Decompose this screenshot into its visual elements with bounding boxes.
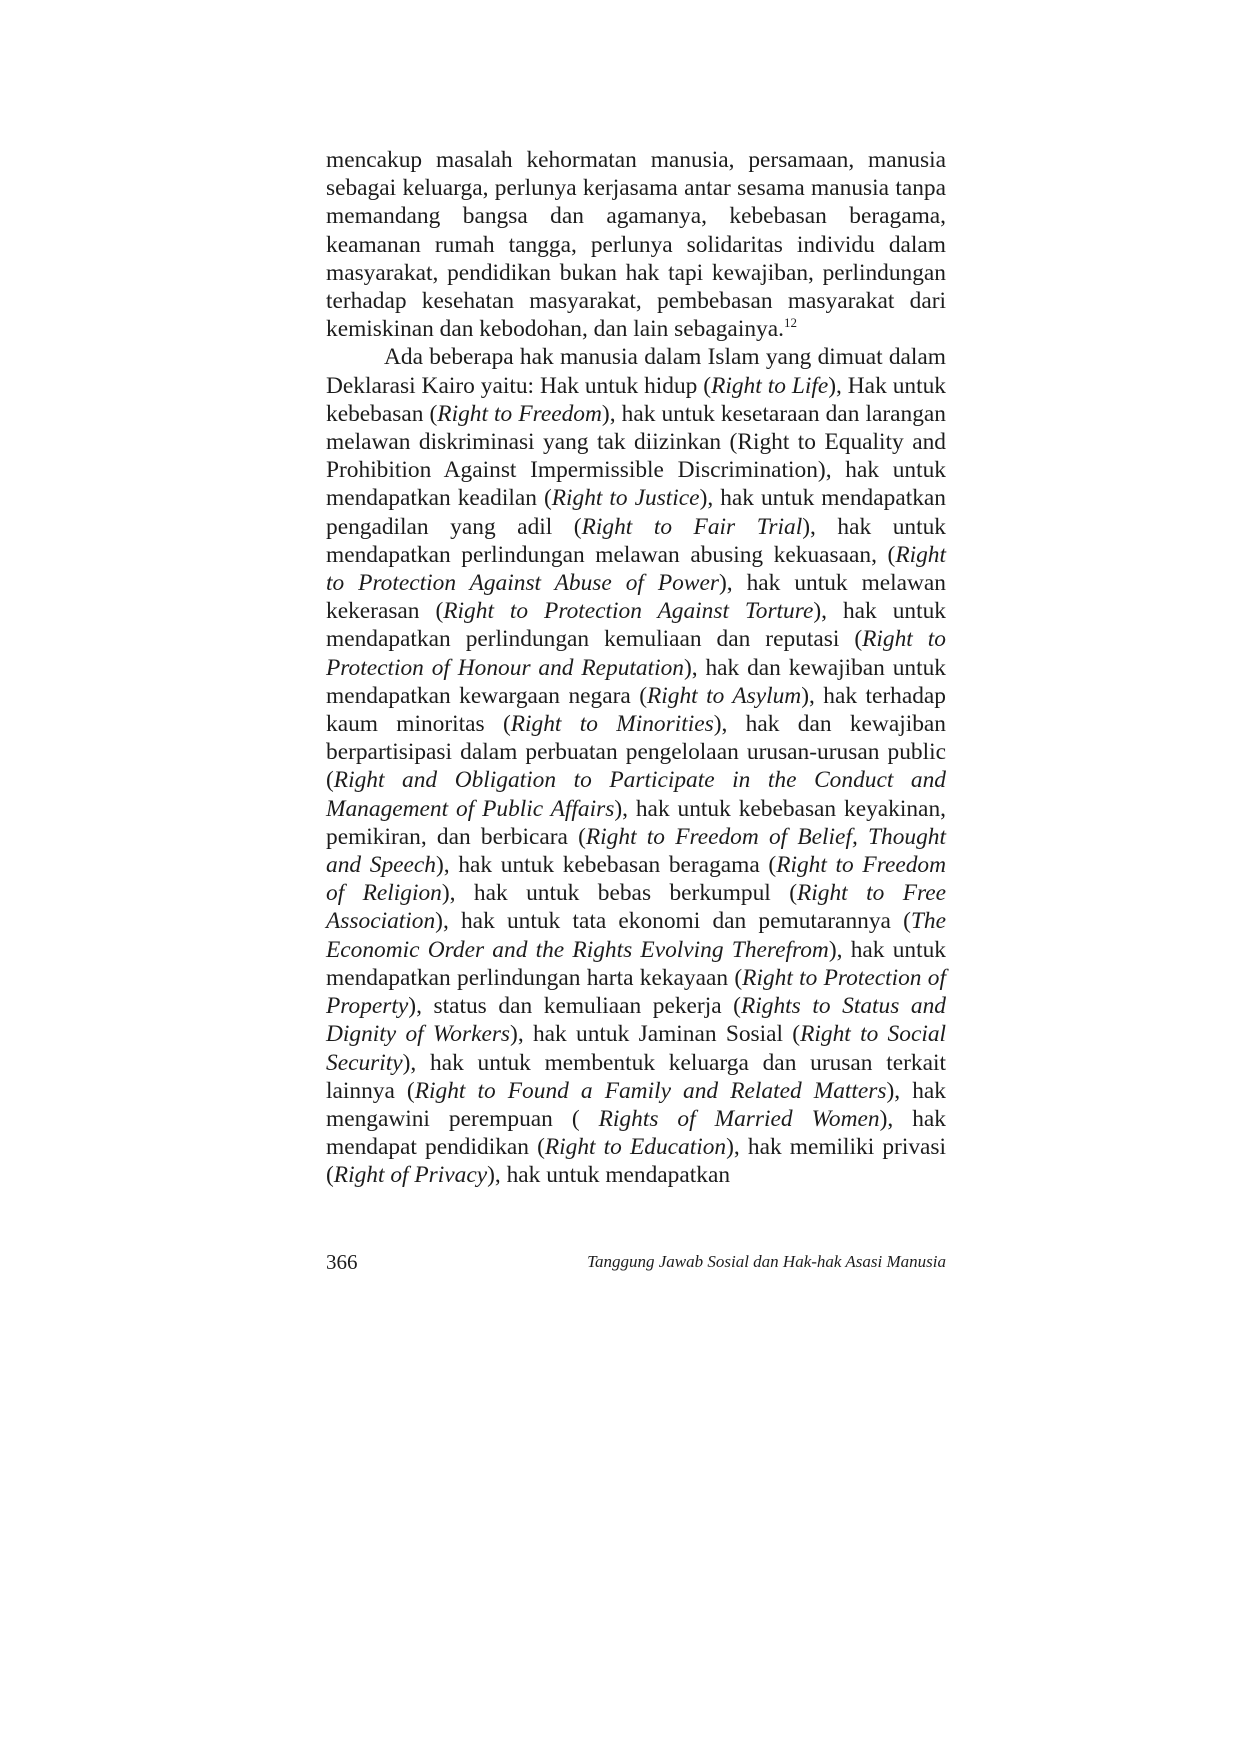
- body-text: ), hak untuk tata ekonomi dan pemutarannya (: [435, 908, 911, 935]
- body-text: ), hak terhadap kaum minoritas (: [326, 682, 946, 738]
- rights-term: Right to Protection Against Torture: [443, 598, 814, 625]
- body-text: ), status dan kemuliaan pekerja (: [408, 993, 741, 1020]
- rights-term: Right to Freedom of Religion: [326, 852, 947, 907]
- rights-term: Right to Education: [544, 1134, 727, 1161]
- paragraph-1: [326, 146, 946, 343]
- body-text: ), hak untuk mendapatkan perlindungan harta kekayaan (: [326, 936, 946, 991]
- rights-term: Right to Social Security: [326, 1021, 947, 1076]
- page-body: [326, 146, 946, 1190]
- body-text: ), hak untuk mendapatkan perlindungan kemuliaan dan reputasi (: [326, 598, 946, 653]
- rights-term: Right to Justice: [551, 485, 700, 512]
- body-text: ), Hak untuk kebebasan (: [326, 372, 946, 427]
- body-text: ), hak mendapat pendidikan (: [326, 1105, 946, 1161]
- body-text: ), hak memiliki privasi (: [326, 1134, 946, 1189]
- rights-term: Right to Fair Trial: [581, 513, 803, 540]
- rights-term: Right to Free Association: [326, 880, 946, 935]
- rights-term: Right of Privacy: [333, 1162, 488, 1189]
- rights-term: Right to Freedom of Belief, Thought and Speech: [326, 823, 946, 879]
- rights-term: Right and Obligation to Participate in the Conduct and Management of Public Affairs: [326, 767, 946, 822]
- body-text: ), hak untuk membentuk keluarga dan urusan terkait lainnya (: [326, 1049, 946, 1104]
- body-text: ), hak untuk kesetaraan dan larangan melawan diskriminasi yang tak diizinkan (Right to Equality and Prohibition Against Impermissible Discrimination), hak untuk mendapatkan keadilan (: [326, 400, 946, 512]
- paragraph-1-text: mencakup masalah kehormatan manusia, persamaan, manusia sebagai keluarga, perlunya kerjasama antar sesama manusia tanpa memandang bangsa dan agamanya, kebebasan beragama, keamanan rumah tangga, perlunya solidaritas individu dalam masyarakat, pendidikan bukan hak tapi kewajiban, perlindungan terhadap kesehatan masyarakat, pembebasan masyarakat dari kemiskinan dan kebodohan, dan lain sebagainya.: [326, 147, 946, 343]
- body-text: Ada beberapa hak manusia dalam Islam yang dimuat dalam Deklarasi Kairo yaitu: Hak untuk hidup (: [326, 344, 946, 399]
- body-text: ), hak untuk Jaminan Sosial (: [510, 1021, 801, 1048]
- rights-term: The Economic Order and the Rights Evolving Therefrom: [326, 908, 946, 963]
- running-title: Tanggung Jawab Sosial dan Hak-hak Asasi Manusia: [587, 1252, 946, 1271]
- body-text: ), hak untuk mendapatkan pengadilan yang adil (: [326, 485, 946, 540]
- rights-term: Right to Protection Against Abuse of Power: [326, 541, 946, 597]
- rights-term: Rights of Married Women: [598, 1105, 880, 1132]
- rights-term: Right to Found a Family and Related Matters: [414, 1077, 887, 1104]
- footnote-reference[interactable]: 12: [783, 315, 797, 331]
- body-text: ), hak untuk melawan kekerasan (: [326, 570, 946, 625]
- rights-term: Right to Minorities: [510, 711, 714, 738]
- rights-term: Right to Protection of Honour and Reputation: [326, 626, 946, 681]
- body-text: ), hak dan kewajiban untuk mendapatkan kewargaan negara (: [326, 654, 946, 709]
- body-text: ), hak untuk bebas berkumpul (: [441, 880, 797, 907]
- page-number: 366: [326, 1250, 358, 1274]
- rights-term: Right to Freedom: [437, 400, 602, 427]
- body-text: ), hak mengawini perempuan (: [326, 1077, 946, 1132]
- body-text: ), hak untuk kebebasan beragama (: [436, 852, 777, 879]
- rights-term: Right to Life: [711, 372, 829, 399]
- body-text: ), hak dan kewajiban berpartisipasi dalam perbuatan pengelolaan urusan-urusan public (: [326, 711, 946, 794]
- body-text: ), hak untuk mendapatkan: [487, 1162, 731, 1189]
- paragraph-2: [326, 343, 946, 1189]
- rights-term: Right to Protection of Property: [326, 964, 946, 1020]
- body-text: ), hak untuk kebebasan keyakinan, pemikiran, dan berbicara (: [326, 795, 946, 850]
- rights-term: Rights to Status and Dignity of Workers: [326, 993, 946, 1048]
- page-footer: [326, 1250, 946, 1278]
- body-text: ), hak untuk mendapatkan perlindungan melawan abusing kekuasaan, (: [326, 513, 946, 568]
- rights-term: Right to Asylum: [647, 682, 802, 709]
